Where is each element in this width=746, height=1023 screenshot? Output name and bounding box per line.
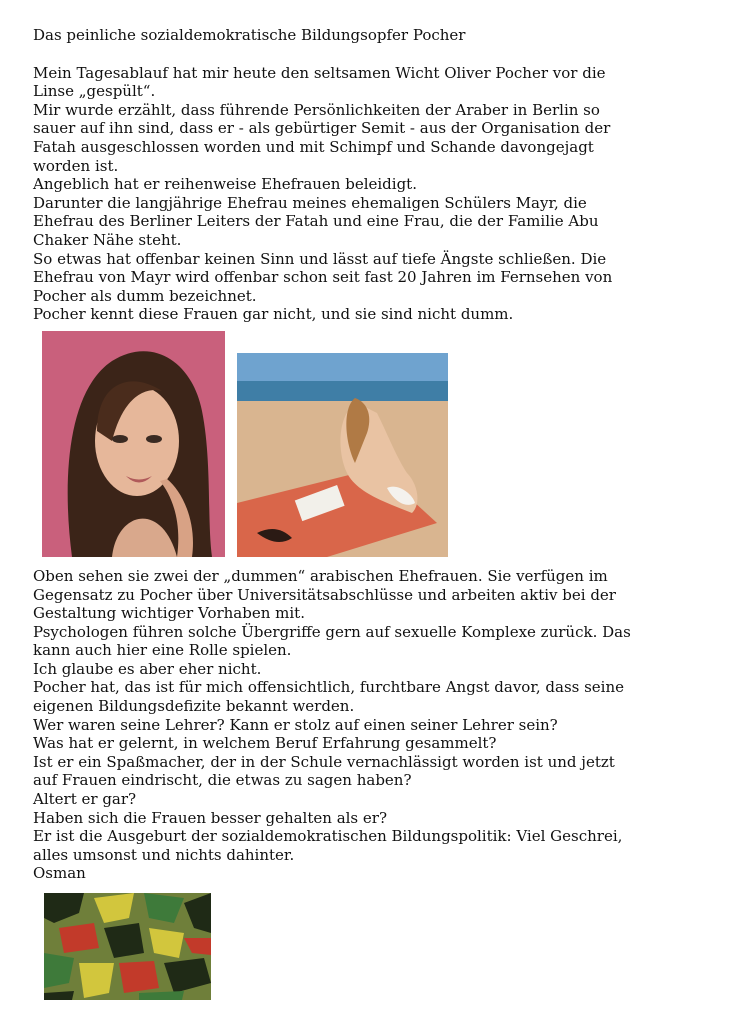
text-line: Psychologen führen solche Übergriffe gern auf sexuelle Komplexe zurück. Das — [33, 622, 631, 641]
text-line: auf Frauen eindrischt, die etwas zu sagen haben? — [33, 771, 412, 790]
paragraph-intro — [33, 64, 713, 324]
article — [33, 26, 713, 1000]
text-line: Mein Tagesablauf hat mir heute den seltsamen Wicht Oliver Pocher vor die — [33, 63, 606, 82]
text-line: Chaker Nähe steht. — [33, 230, 182, 249]
text-line: Wer waren seine Lehrer? Kann er stolz auf einen seiner Lehrer sein? — [33, 715, 558, 734]
text-line: Haben sich die Frauen besser gehalten als er? — [33, 808, 387, 827]
signature: Osman — [33, 864, 86, 883]
text-line: Pocher kennt diese Frauen gar nicht, und sie sind nicht dumm. — [33, 305, 514, 324]
text-line: alles umsonst und nichts dahinter. — [33, 845, 295, 864]
text-line: Pocher hat, das ist für mich offensichtlich, furchtbare Angst davor, dass seine — [33, 678, 625, 697]
text-line: Ehefrau von Mayr wird offenbar schon seit fast 20 Jahren im Fernsehen von — [33, 268, 613, 287]
text-line: Oben sehen sie zwei der „dummen“ arabischen Ehefrauen. Sie verfügen im — [33, 566, 608, 585]
text-line: So etwas hat offenbar keinen Sinn und lässt auf tiefe Ängste schließen. Die — [33, 249, 607, 268]
text-line: Fatah ausgeschlossen worden und mit Schimpf und Schande davongejagt — [33, 137, 594, 156]
text-line: Pocher als dumm bezeichnet. — [33, 286, 257, 305]
portrait-photo — [42, 331, 225, 557]
text-line: Ist er ein Spaßmacher, der in der Schule vernachlässigt worden ist und jetzt — [33, 752, 615, 771]
camouflage-image — [44, 893, 211, 1000]
text-line: kann auch hier eine Rolle spielen. — [33, 641, 292, 660]
article-title: Das peinliche sozialdemokratische Bildungsopfer Pocher — [33, 26, 466, 44]
text-line: Altert er gar? — [33, 790, 137, 809]
text-line: Mir wurde erzählt, dass führende Persönlichkeiten der Araber in Berlin so — [33, 100, 600, 119]
text-line: Ich glaube es aber eher nicht. — [33, 659, 262, 678]
text-line: sauer auf ihn sind, dass er - als gebürtiger Semit - aus der Organisation der — [33, 119, 611, 138]
beach-photo — [237, 353, 448, 557]
text-line: Was hat er gelernt, in welchem Beruf Erfahrung gesammelt? — [33, 734, 497, 753]
text-line: Er ist die Ausgeburt der sozialdemokratischen Bildungspolitik: Viel Geschrei, — [33, 827, 623, 846]
text-line: Darunter die langjährige Ehefrau meines ehemaligen Schülers Mayr, die — [33, 193, 587, 212]
text-line: eigenen Bildungsdefizite bekannt werden. — [33, 697, 355, 716]
paragraph-main — [33, 567, 713, 883]
text-line: worden ist. — [33, 156, 119, 175]
text-line: Angeblich hat er reihenweise Ehefrauen beleidigt. — [33, 175, 417, 194]
text-line: Linse „gespült“. — [33, 82, 156, 101]
text-line: Ehefrau des Berliner Leiters der Fatah und eine Frau, die der Familie Abu — [33, 212, 599, 231]
text-line: Gestaltung wichtiger Vorhaben mit. — [33, 604, 305, 623]
photo-row — [33, 331, 713, 567]
text-line: Gegensatz zu Pocher über Universitätsabschlüsse und arbeiten aktiv bei der — [33, 585, 616, 604]
